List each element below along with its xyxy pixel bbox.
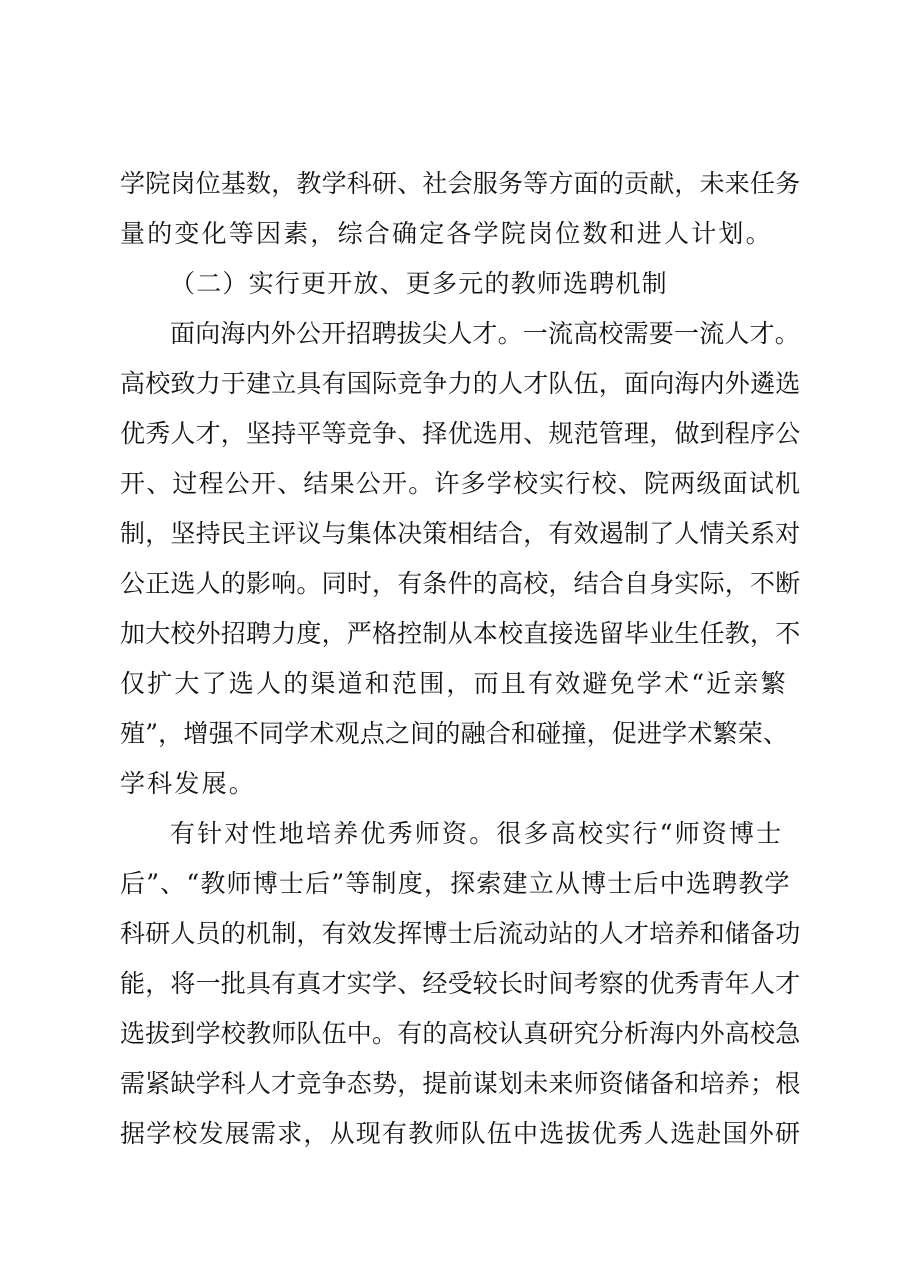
paragraph-line: 学院岗位基数，教学科研、社会服务等方面的贡献，未来任务 xyxy=(120,169,801,198)
paragraph-line: 殖”，增强不同学术观点之间的融合和碰撞，促进学术繁荣、 xyxy=(120,719,789,748)
paragraph-line: 高校致力于建立具有国际竞争力的人才队伍，面向海内外遴选 xyxy=(120,369,801,398)
paragraph-line: 公正选人的影响。同时，有条件的高校，结合自身实际，不断 xyxy=(120,569,801,598)
paragraph-line: 选拔到学校教师队伍中。有的高校认真研究分析海内外高校急 xyxy=(120,1019,801,1048)
paragraph-line: 科研人员的机制，有效发挥博士后流动站的人才培养和储备功 xyxy=(120,919,801,948)
paragraph-line: 制，坚持民主评议与集体决策相结合，有效遏制了人情关系对 xyxy=(120,519,801,548)
paragraph-line: 学科发展。 xyxy=(120,769,257,798)
paragraph-line: 量的变化等因素，综合确定各学院岗位数和进人计划。 xyxy=(120,219,773,248)
paragraph-line: 需紧缺学科人才竞争态势，提前谋划未来师资储备和培养；根 xyxy=(120,1069,801,1098)
section-heading: （二）实行更开放、更多元的教师选聘机制 xyxy=(170,269,668,298)
paragraph-first-line: 面向海内外公开招聘拔尖人才。一流高校需要一流人才。 xyxy=(170,319,801,348)
paragraph-line: 加大校外招聘力度，严格控制从本校直接选留毕业生任教，不 xyxy=(120,619,801,648)
paragraph-line: 开、过程公开、结果公开。许多学校实行校、院两级面试机 xyxy=(120,469,802,498)
paragraph-line: 优秀人才，坚持平等竞争、择优选用、规范管理，做到程序公 xyxy=(120,419,801,448)
paragraph-first-line: 有针对性地培养优秀师资。很多高校实行“师资博士 xyxy=(170,819,784,848)
paragraph-line: 据学校发展需求，从现有教师队伍中选拔优秀人选赴国外研 xyxy=(120,1119,802,1148)
paragraph-line: 能，将一批具有真才实学、经受较长时间考察的优秀青年人才 xyxy=(120,969,801,998)
paragraph-line: 后”、“教师博士后”等制度，探索建立从博士后中选聘教学 xyxy=(120,869,791,898)
paragraph-line: 仅扩大了选人的渠道和范围，而且有效避免学术“近亲繁 xyxy=(120,669,788,698)
